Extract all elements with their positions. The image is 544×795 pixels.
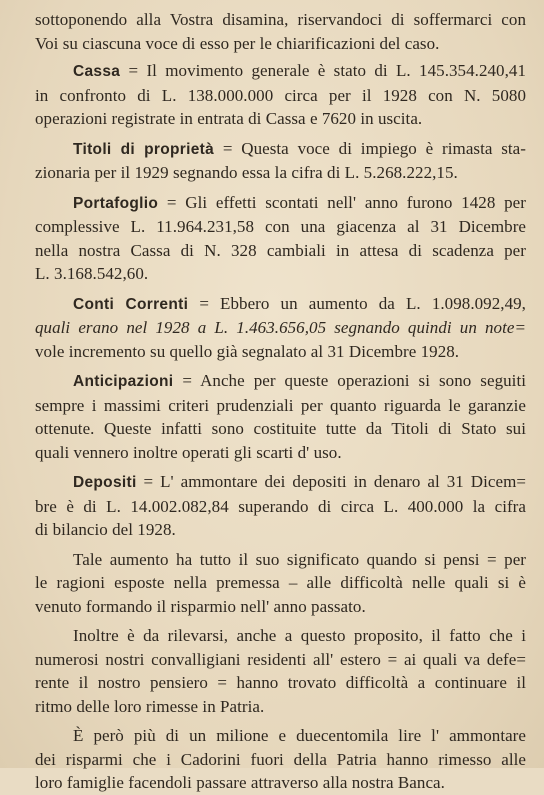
text-line: complessive L. 11.964.231,58 con una giacenza al 31 Dicembre xyxy=(35,217,526,236)
text-span: = Anche per queste operazioni si sono seguiti xyxy=(182,371,526,390)
text-line: dei risparmi che i Cadorini fuori della Patria hanno rimesso alle xyxy=(35,749,526,769)
section-heading-conti-correnti: Conti Correnti xyxy=(73,295,189,313)
text-line: loro famiglie facendoli passare attraverso alla nostra Banca. xyxy=(35,773,445,792)
text-line: vole incremento su quello già segnalato al 31 Dicembre 1928. xyxy=(35,341,460,361)
text-line: ottenute. Queste infatti sono costituite tutte da Titoli di Stato sui xyxy=(35,419,526,438)
text-line: Inoltre è da rilevarsi, anche a questo proposito, il fatto che i xyxy=(73,626,526,645)
text-span: = Il movimento generale è stato di L. 145.354.240,41 xyxy=(128,61,526,80)
section-heading-portafoglio: Portafoglio xyxy=(73,194,159,212)
text-line: Tale aumento ha tutto il suo significato quando si pensi = per xyxy=(73,549,526,569)
text-line: sempre i massimi criteri prudenziali per quanto riguarda le garanzie xyxy=(35,395,526,415)
text-line: ritmo delle loro rimesse in Patria. xyxy=(35,696,265,716)
section-heading-depositi: Depositi xyxy=(73,474,137,491)
section-heading-titoli: Titoli di proprietà xyxy=(73,140,215,158)
text-line: nella nostra Cassa di N. 328 cambiali in attesa di scadenza per xyxy=(35,240,526,260)
text-line: rente il nostro pensiero = hanno trovato difficoltà a continuare il xyxy=(35,673,526,692)
conti-paragraph xyxy=(35,292,526,364)
text-line: sottoponendo alla Vostra disamina, riservandoci di soffermarci con xyxy=(35,10,526,29)
text-span: = Ebbero un aumento da L. 1.098.092,49, xyxy=(199,293,526,313)
text-line: Voi su ciascuna voce di esso per le chiarificazioni del caso. xyxy=(35,33,440,53)
text-span: = Gli effetti scontati nell' anno furono 1428 per xyxy=(166,192,526,212)
text-line: L. 3.168.542,60. xyxy=(35,264,149,283)
text-line: È però più di un milione e duecentomila lire l' ammontare xyxy=(73,726,526,745)
anticipazioni-paragraph xyxy=(35,369,526,464)
text-line: zionaria per il 1929 segnando essa la cifra di L. 5.268.222,15. xyxy=(35,163,458,182)
text-line: quali vennero inoltre operati gli scarti d' uso. xyxy=(35,442,342,462)
text-span: = Questa voce di impiego è rimasta sta- xyxy=(222,138,526,158)
inoltre-paragraph xyxy=(35,624,526,718)
text-line xyxy=(35,369,526,394)
text-span: = L' ammontare dei depositi in denaro al 31 Dicem= xyxy=(143,472,526,491)
milione-paragraph xyxy=(35,724,526,795)
text-line: venuto formando il risparmio nell' anno passato. xyxy=(35,596,366,616)
titoli-paragraph xyxy=(35,137,526,185)
text-line xyxy=(35,137,526,162)
text-line: numerosi nostri convalligiani residenti all' estero = ai quali va defe= xyxy=(35,649,526,669)
depositi-paragraph xyxy=(35,470,526,542)
text-line: quali erano nel 1928 a L. 1.463.656,05 segnando quindi un note= xyxy=(35,318,526,337)
text-line xyxy=(35,470,526,495)
portafoglio-paragraph xyxy=(35,191,526,286)
text-line: in confronto di L. 138.000.000 circa per il 1928 con N. 5080 xyxy=(35,85,526,105)
aumento-paragraph xyxy=(35,548,526,619)
text-line: operazioni registrate in entrata di Cassa e 7620 in uscita. xyxy=(35,109,423,128)
cassa-paragraph xyxy=(35,59,526,131)
text-line: bre è di L. 14.002.082,84 superando di circa L. 400.000 la cifra xyxy=(35,496,526,516)
intro-paragraph xyxy=(35,8,526,55)
text-line: di bilancio del 1928. xyxy=(35,520,176,539)
section-heading-anticipazioni: Anticipazioni xyxy=(73,373,174,390)
text-line xyxy=(35,59,526,84)
text-line xyxy=(35,191,526,216)
section-heading-cassa: Cassa xyxy=(73,63,121,80)
text-line xyxy=(35,292,526,317)
text-line: le ragioni esposte nella premessa – alle difficoltà nelle quali si è xyxy=(35,573,526,592)
